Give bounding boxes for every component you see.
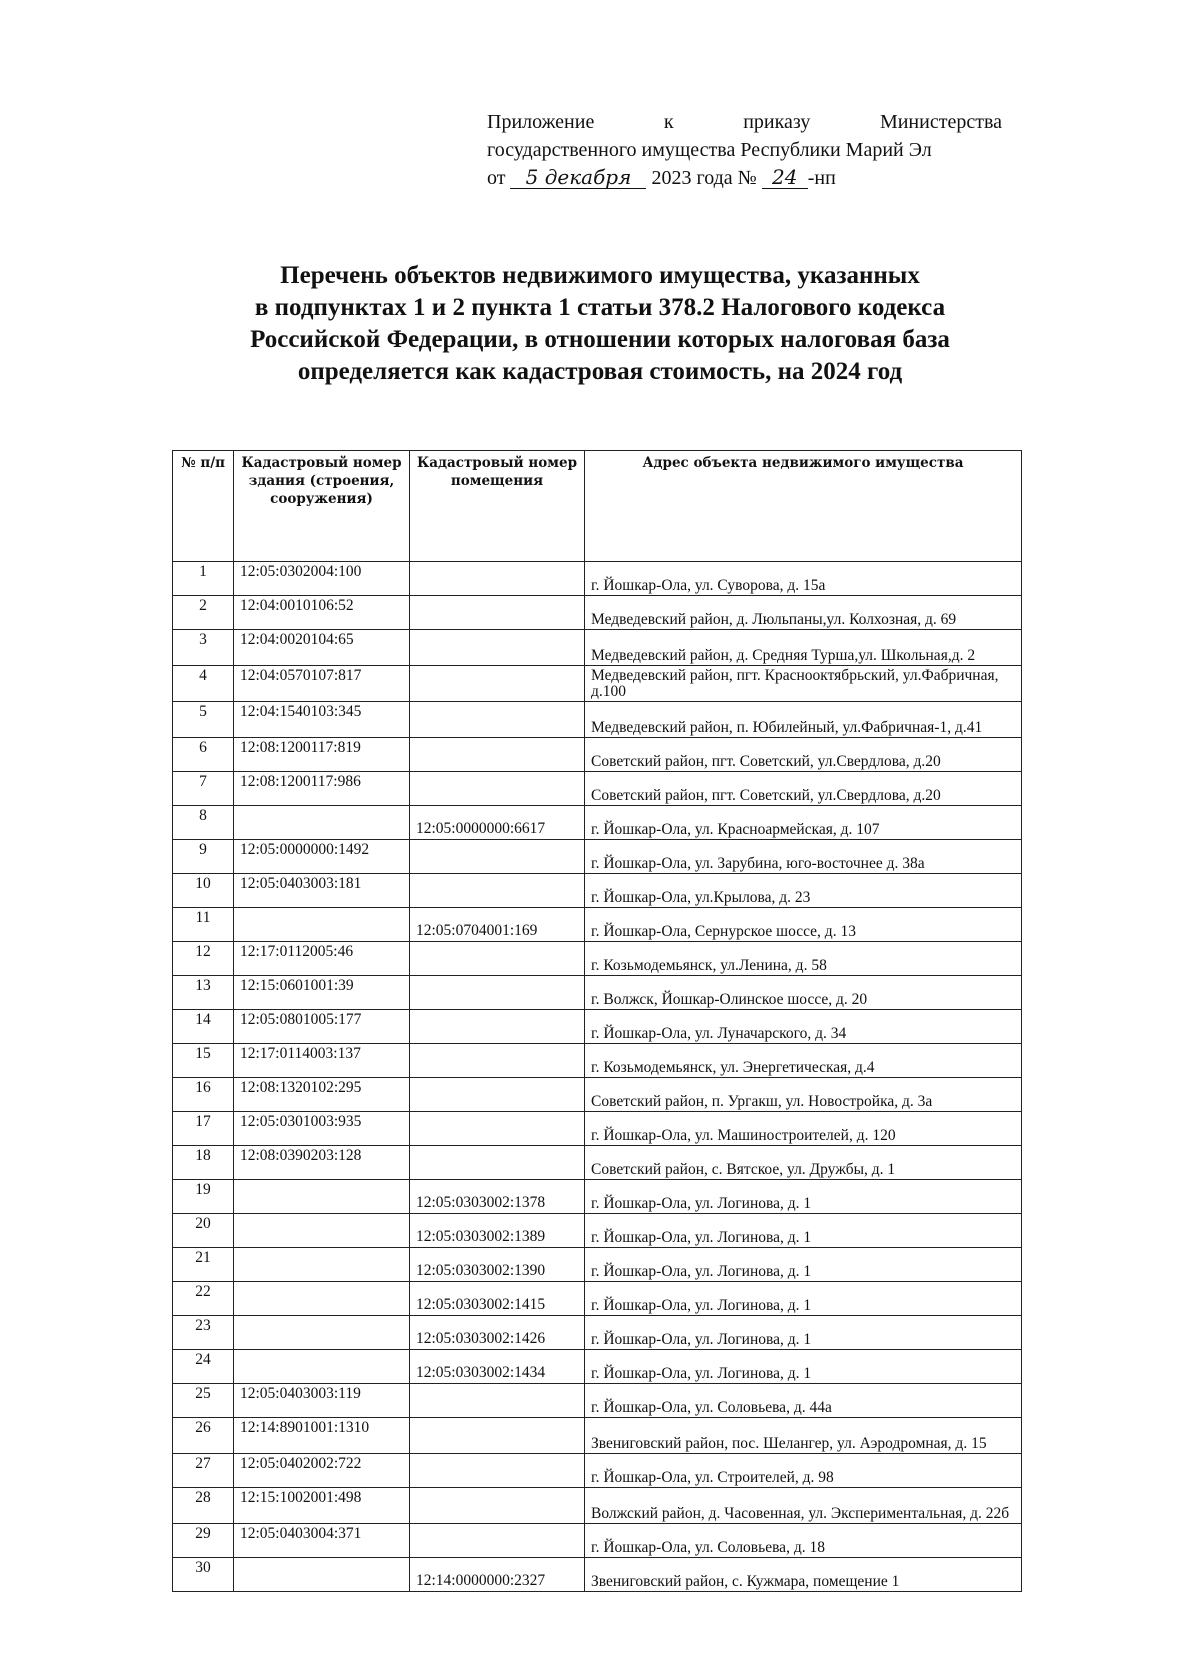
row-number: 5 (173, 702, 234, 738)
premises-cadastral-cell (410, 1524, 585, 1558)
address-cell: Медведевский район, д. Люльпаны,ул. Колхозная, д. 69 (585, 596, 1022, 630)
table-row (173, 874, 1022, 908)
premises-cadastral-cell (410, 1146, 585, 1180)
address-cell: г. Йошкар-Ола, ул. Соловьева, д. 18 (585, 1524, 1022, 1558)
appendix-line-2: государственного имущества Республики Марий Эл (487, 139, 932, 161)
table-row (173, 666, 1022, 702)
handwritten-date: 5 декабря (510, 166, 646, 189)
header-number: № п/п (173, 451, 234, 562)
table-row (173, 1010, 1022, 1044)
appendix-word: Министерства (879, 111, 1002, 133)
building-cadastral-cell (234, 806, 410, 840)
address-cell: Советский район, п. Ургакш, ул. Новостройка, д. 3а (585, 1078, 1022, 1112)
premises-cadastral-cell: 12:05:0303002:1434 (410, 1350, 585, 1384)
address-cell: г. Волжск, Йошкар-Олинское шоссе, д. 20 (585, 976, 1022, 1010)
title-line: в подпунктах 1 и 2 пункта 1 статьи 378.2 Налогового кодекса (254, 294, 946, 321)
table-row (173, 1454, 1022, 1488)
property-table (172, 450, 1022, 1592)
row-number: 22 (173, 1282, 234, 1316)
address-cell: г. Йошкар-Ола, ул. Логинова, д. 1 (585, 1316, 1022, 1350)
table-row (173, 1044, 1022, 1078)
table-row (173, 738, 1022, 772)
premises-cadastral-cell (410, 976, 585, 1010)
row-number: 2 (173, 596, 234, 630)
address-cell: г. Йошкар-Ола, ул. Логинова, д. 1 (585, 1214, 1022, 1248)
title-line: Перечень объектов недвижимого имущества, указанных (280, 262, 920, 289)
premises-cadastral-cell (410, 1010, 585, 1044)
header-address: Адрес объекта недвижимого имущества (585, 451, 1022, 562)
address-cell: г. Козьмодемьянск, ул.Ленина, д. 58 (585, 942, 1022, 976)
appendix-line-1 (487, 108, 1002, 136)
row-number: 3 (173, 630, 234, 666)
appendix-line-3 (487, 164, 1002, 192)
building-cadastral-cell: 12:05:0403003:119 (234, 1384, 410, 1418)
table-row (173, 806, 1022, 840)
building-cadastral-cell: 12:15:0601001:39 (234, 976, 410, 1010)
row-number: 12 (173, 942, 234, 976)
row-number: 26 (173, 1418, 234, 1454)
building-cadastral-cell: 12:17:0114003:137 (234, 1044, 410, 1078)
row-number: 4 (173, 666, 234, 702)
table-row (173, 1488, 1022, 1524)
row-number: 28 (173, 1488, 234, 1524)
address-cell: Советский район, пгт. Советский, ул.Свердлова, д.20 (585, 738, 1022, 772)
building-cadastral-cell: 12:05:0402002:722 (234, 1454, 410, 1488)
row-number: 6 (173, 738, 234, 772)
document-title (150, 260, 1050, 388)
premises-cadastral-cell (410, 1044, 585, 1078)
address-cell: Волжский район, д. Часовенная, ул. Экспериментальная, д. 22б (585, 1488, 1022, 1524)
premises-cadastral-cell (410, 840, 585, 874)
appendix-suffix: -нп (807, 167, 836, 189)
building-cadastral-cell: 12:04:0010106:52 (234, 596, 410, 630)
building-cadastral-cell: 12:08:1200117:819 (234, 738, 410, 772)
appendix-word: к (663, 111, 674, 133)
table-header-row (173, 451, 1022, 562)
row-number: 16 (173, 1078, 234, 1112)
table-row (173, 840, 1022, 874)
table-row (173, 772, 1022, 806)
table-row (173, 1418, 1022, 1454)
premises-cadastral-cell: 12:05:0303002:1389 (410, 1214, 585, 1248)
premises-cadastral-cell (410, 942, 585, 976)
premises-cadastral-cell: 12:05:0303002:1378 (410, 1180, 585, 1214)
table-row (173, 1146, 1022, 1180)
row-number: 7 (173, 772, 234, 806)
address-cell: г. Йошкар-Ола, ул. Зарубина, юго-восточнее д. 38а (585, 840, 1022, 874)
address-cell: г. Йошкар-Ола, ул. Машиностроителей, д. 120 (585, 1112, 1022, 1146)
table-row (173, 1214, 1022, 1248)
address-cell: г. Йошкар-Ола, ул.Крылова, д. 23 (585, 874, 1022, 908)
row-number: 17 (173, 1112, 234, 1146)
table-row (173, 1316, 1022, 1350)
table-row (173, 630, 1022, 666)
building-cadastral-cell: 12:05:0301003:935 (234, 1112, 410, 1146)
table-row (173, 1350, 1022, 1384)
row-number: 30 (173, 1558, 234, 1592)
building-cadastral-cell: 12:05:0801005:177 (234, 1010, 410, 1044)
premises-cadastral-cell (410, 666, 585, 702)
table-row (173, 1248, 1022, 1282)
row-number: 14 (173, 1010, 234, 1044)
building-cadastral-cell (234, 1180, 410, 1214)
address-cell: г. Йошкар-Ола, ул. Логинова, д. 1 (585, 1248, 1022, 1282)
appendix-word: приказу (743, 111, 811, 133)
address-cell: г. Козьмодемьянск, ул. Энергетическая, д.4 (585, 1044, 1022, 1078)
row-number: 1 (173, 562, 234, 596)
building-cadastral-cell: 12:15:1002001:498 (234, 1488, 410, 1524)
row-number: 20 (173, 1214, 234, 1248)
building-cadastral-cell: 12:04:0570107:817 (234, 666, 410, 702)
premises-cadastral-cell (410, 1112, 585, 1146)
table-row (173, 1384, 1022, 1418)
premises-cadastral-cell (410, 1418, 585, 1454)
premises-cadastral-cell: 12:14:0000000:2327 (410, 1558, 585, 1592)
premises-cadastral-cell (410, 1078, 585, 1112)
table-row (173, 908, 1022, 942)
table-row (173, 702, 1022, 738)
table-row (173, 1558, 1022, 1592)
table-row (173, 1524, 1022, 1558)
address-cell: г. Йошкар-Ола, ул. Логинова, д. 1 (585, 1350, 1022, 1384)
building-cadastral-cell: 12:17:0112005:46 (234, 942, 410, 976)
premises-cadastral-cell: 12:05:0303002:1390 (410, 1248, 585, 1282)
title-line: определяется как кадастровая стоимость, на 2024 год (297, 358, 903, 385)
table-row (173, 1282, 1022, 1316)
address-cell: Звениговский район, пос. Шелангер, ул. Аэродромная, д. 15 (585, 1418, 1022, 1454)
row-number: 19 (173, 1180, 234, 1214)
building-cadastral-cell: 12:04:1540103:345 (234, 702, 410, 738)
address-cell: Советский район, пгт. Советский, ул.Свердлова, д.20 (585, 772, 1022, 806)
appendix-prefix: от (487, 167, 506, 189)
building-cadastral-cell (234, 908, 410, 942)
row-number: 13 (173, 976, 234, 1010)
address-cell: г. Йошкар-Ола, ул. Соловьева, д. 44а (585, 1384, 1022, 1418)
address-cell: г. Йошкар-Ола, ул. Луначарского, д. 34 (585, 1010, 1022, 1044)
row-number: 25 (173, 1384, 234, 1418)
row-number: 11 (173, 908, 234, 942)
table-body (173, 562, 1022, 1592)
table-row (173, 596, 1022, 630)
premises-cadastral-cell (410, 702, 585, 738)
building-cadastral-cell: 12:05:0000000:1492 (234, 840, 410, 874)
premises-cadastral-cell: 12:05:0303002:1415 (410, 1282, 585, 1316)
premises-cadastral-cell (410, 562, 585, 596)
row-number: 29 (173, 1524, 234, 1558)
table-row (173, 562, 1022, 596)
row-number: 24 (173, 1350, 234, 1384)
address-cell: г. Йошкар-Ола, ул. Красноармейская, д. 107 (585, 806, 1022, 840)
appendix-block (487, 108, 1002, 192)
building-cadastral-cell (234, 1248, 410, 1282)
row-number: 21 (173, 1248, 234, 1282)
table-row (173, 942, 1022, 976)
row-number: 9 (173, 840, 234, 874)
building-cadastral-cell (234, 1214, 410, 1248)
table-row (173, 1180, 1022, 1214)
building-cadastral-cell: 12:05:0403003:181 (234, 874, 410, 908)
row-number: 18 (173, 1146, 234, 1180)
building-cadastral-cell: 12:05:0403004:371 (234, 1524, 410, 1558)
address-cell: г. Йошкар-Ола, Сернурское шоссе, д. 13 (585, 908, 1022, 942)
premises-cadastral-cell (410, 596, 585, 630)
address-cell: Медведевский район, п. Юбилейный, ул.Фабричная-1, д.41 (585, 702, 1022, 738)
appendix-year: 2023 года № (651, 167, 757, 189)
address-cell: г. Йошкар-Ола, ул. Логинова, д. 1 (585, 1180, 1022, 1214)
premises-cadastral-cell (410, 874, 585, 908)
premises-cadastral-cell (410, 738, 585, 772)
table-row (173, 1078, 1022, 1112)
header-premises-cadastral: Кадастровый номер помещения (410, 451, 585, 562)
building-cadastral-cell: 12:08:1320102:295 (234, 1078, 410, 1112)
premises-cadastral-cell (410, 1488, 585, 1524)
premises-cadastral-cell: 12:05:0704001:169 (410, 908, 585, 942)
row-number: 15 (173, 1044, 234, 1078)
premises-cadastral-cell: 12:05:0000000:6617 (410, 806, 585, 840)
premises-cadastral-cell (410, 1384, 585, 1418)
premises-cadastral-cell (410, 772, 585, 806)
premises-cadastral-cell (410, 630, 585, 666)
title-line: Российской Федерации, в отношении которых налоговая база (250, 326, 950, 353)
premises-cadastral-cell (410, 1454, 585, 1488)
row-number: 8 (173, 806, 234, 840)
address-cell: г. Йошкар-Ола, ул. Строителей, д. 98 (585, 1454, 1022, 1488)
address-cell: г. Йошкар-Ола, ул. Суворова, д. 15а (585, 562, 1022, 596)
building-cadastral-cell: 12:08:0390203:128 (234, 1146, 410, 1180)
address-cell: Медведевский район, пгт. Краснооктябрьский, ул.Фабричная, д.100 (585, 666, 1022, 702)
handwritten-order-number: 24 (762, 166, 808, 189)
building-cadastral-cell: 12:14:8901001:1310 (234, 1418, 410, 1454)
premises-cadastral-cell: 12:05:0303002:1426 (410, 1316, 585, 1350)
building-cadastral-cell: 12:05:0302004:100 (234, 562, 410, 596)
header-building-cadastral: Кадастровый номер здания (строения, сооружения) (234, 451, 410, 562)
building-cadastral-cell: 12:04:0020104:65 (234, 630, 410, 666)
building-cadastral-cell (234, 1316, 410, 1350)
building-cadastral-cell: 12:08:1200117:986 (234, 772, 410, 806)
address-cell: Советский район, с. Вятское, ул. Дружбы, д. 1 (585, 1146, 1022, 1180)
building-cadastral-cell (234, 1282, 410, 1316)
table-row (173, 976, 1022, 1010)
row-number: 27 (173, 1454, 234, 1488)
address-cell: г. Йошкар-Ола, ул. Логинова, д. 1 (585, 1282, 1022, 1316)
row-number: 23 (173, 1316, 234, 1350)
row-number: 10 (173, 874, 234, 908)
address-cell: Звениговский район, с. Кужмара, помещение 1 (585, 1558, 1022, 1592)
table-row (173, 1112, 1022, 1146)
building-cadastral-cell (234, 1350, 410, 1384)
building-cadastral-cell (234, 1558, 410, 1592)
appendix-word: Приложение (487, 111, 595, 133)
address-cell: Медведевский район, д. Средняя Турша,ул. Школьная,д. 2 (585, 630, 1022, 666)
